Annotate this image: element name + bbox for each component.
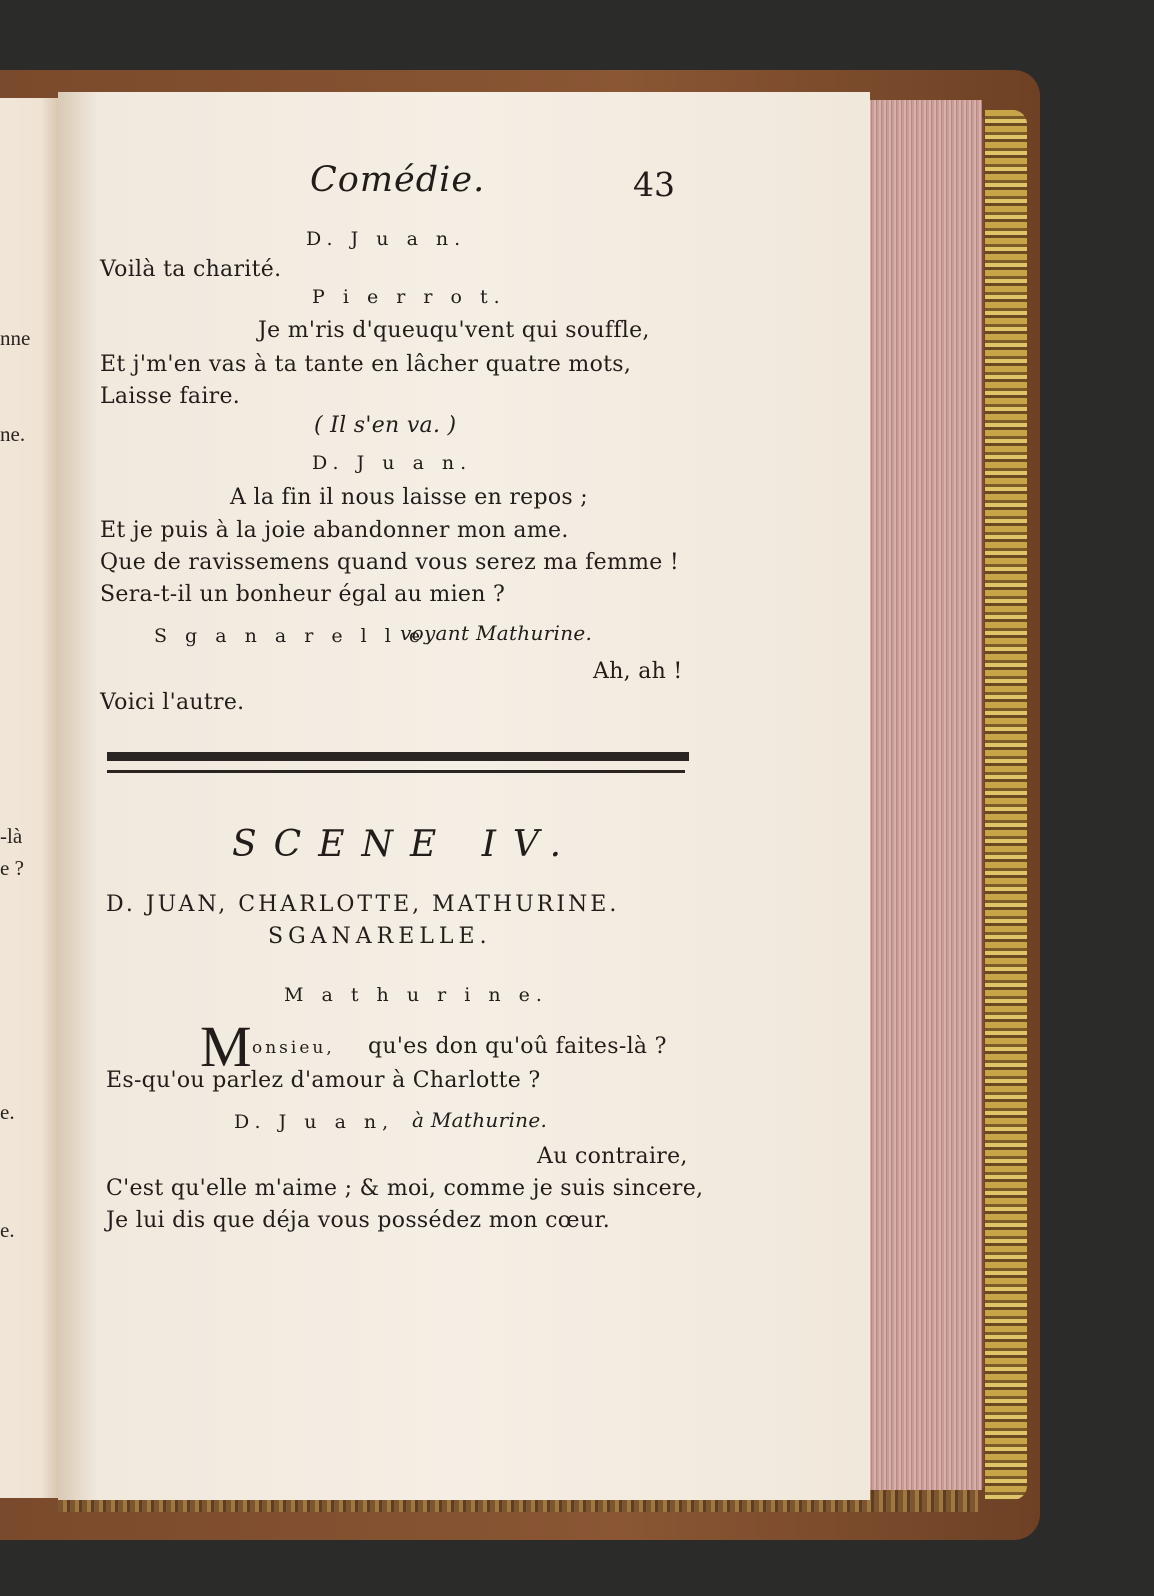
left-page-fragment: nne [0,326,31,350]
verse-line: Laisse faire. [100,384,241,409]
stage-direction: à Mathurine. [412,1108,548,1132]
speaker-heading: S g a n a r e l l e, [154,625,439,647]
left-page-fragment: e. [0,1218,15,1242]
verse-line: Que de ravissemens quand vous serez ma femme ! [100,550,680,575]
speaker-heading: D. J u a n. [306,228,467,250]
verse-line: Et je puis à la joie abandonner mon ame. [100,518,569,543]
verse-line: qu'es don qu'oû faites-là ? [368,1034,667,1059]
running-title: Comédie. [310,160,486,200]
thick-rule [107,752,689,761]
gilt-spine [985,110,1027,1500]
left-page [0,98,58,1498]
stage-direction: voyant Mathurine. [400,621,593,645]
verse-line: Je lui dis que déja vous possédez mon cœur. [106,1208,611,1233]
stage-direction: ( Il s'en va. ) [314,413,457,438]
verse-line: A la fin il nous laisse en repos ; [230,485,589,510]
thin-rule [107,770,685,773]
left-page-fragment: ne. [0,422,26,446]
verse-line: Sera-t-il un bonheur égal au mien ? [100,582,506,607]
verse-line: Voilà ta charité. [100,257,282,282]
speaker-heading: D. J u a n, [234,1111,395,1133]
speaker-heading: P i e r r o t. [312,286,506,308]
verse-line: Je m'ris d'queuqu'vent qui souffle, [258,318,650,343]
left-page-fragment: -là [0,824,23,848]
verse-line: Ah, ah ! [593,659,683,684]
verse-line: C'est qu'elle m'aime ; & moi, comme je suis sincere, [106,1176,704,1201]
page-edges [862,100,982,1490]
drop-cap: M [200,1014,252,1079]
left-page-fragment: e. [0,1100,15,1124]
cast-list: SGANARELLE. [268,924,492,949]
verse-line: Et j'm'en vas à ta tante en lâcher quatre mots, [100,352,632,377]
speaker-heading: M a t h u r i n e. [284,984,548,1006]
scene-title: SCENE IV. [232,824,579,865]
page-number: 43 [633,165,675,204]
verse-line: Es-qu'ou parlez d'amour à Charlotte ? [106,1068,541,1093]
drop-cap-continuation: onsieu, [252,1038,335,1058]
left-page-fragment: e ? [0,856,24,880]
speaker-heading: D. J u a n. [312,452,473,474]
cast-list: D. JUAN, CHARLOTTE, MATHURINE. [106,892,620,917]
verse-line: Au contraire, [537,1144,688,1169]
verse-line: Voici l'autre. [100,690,245,715]
